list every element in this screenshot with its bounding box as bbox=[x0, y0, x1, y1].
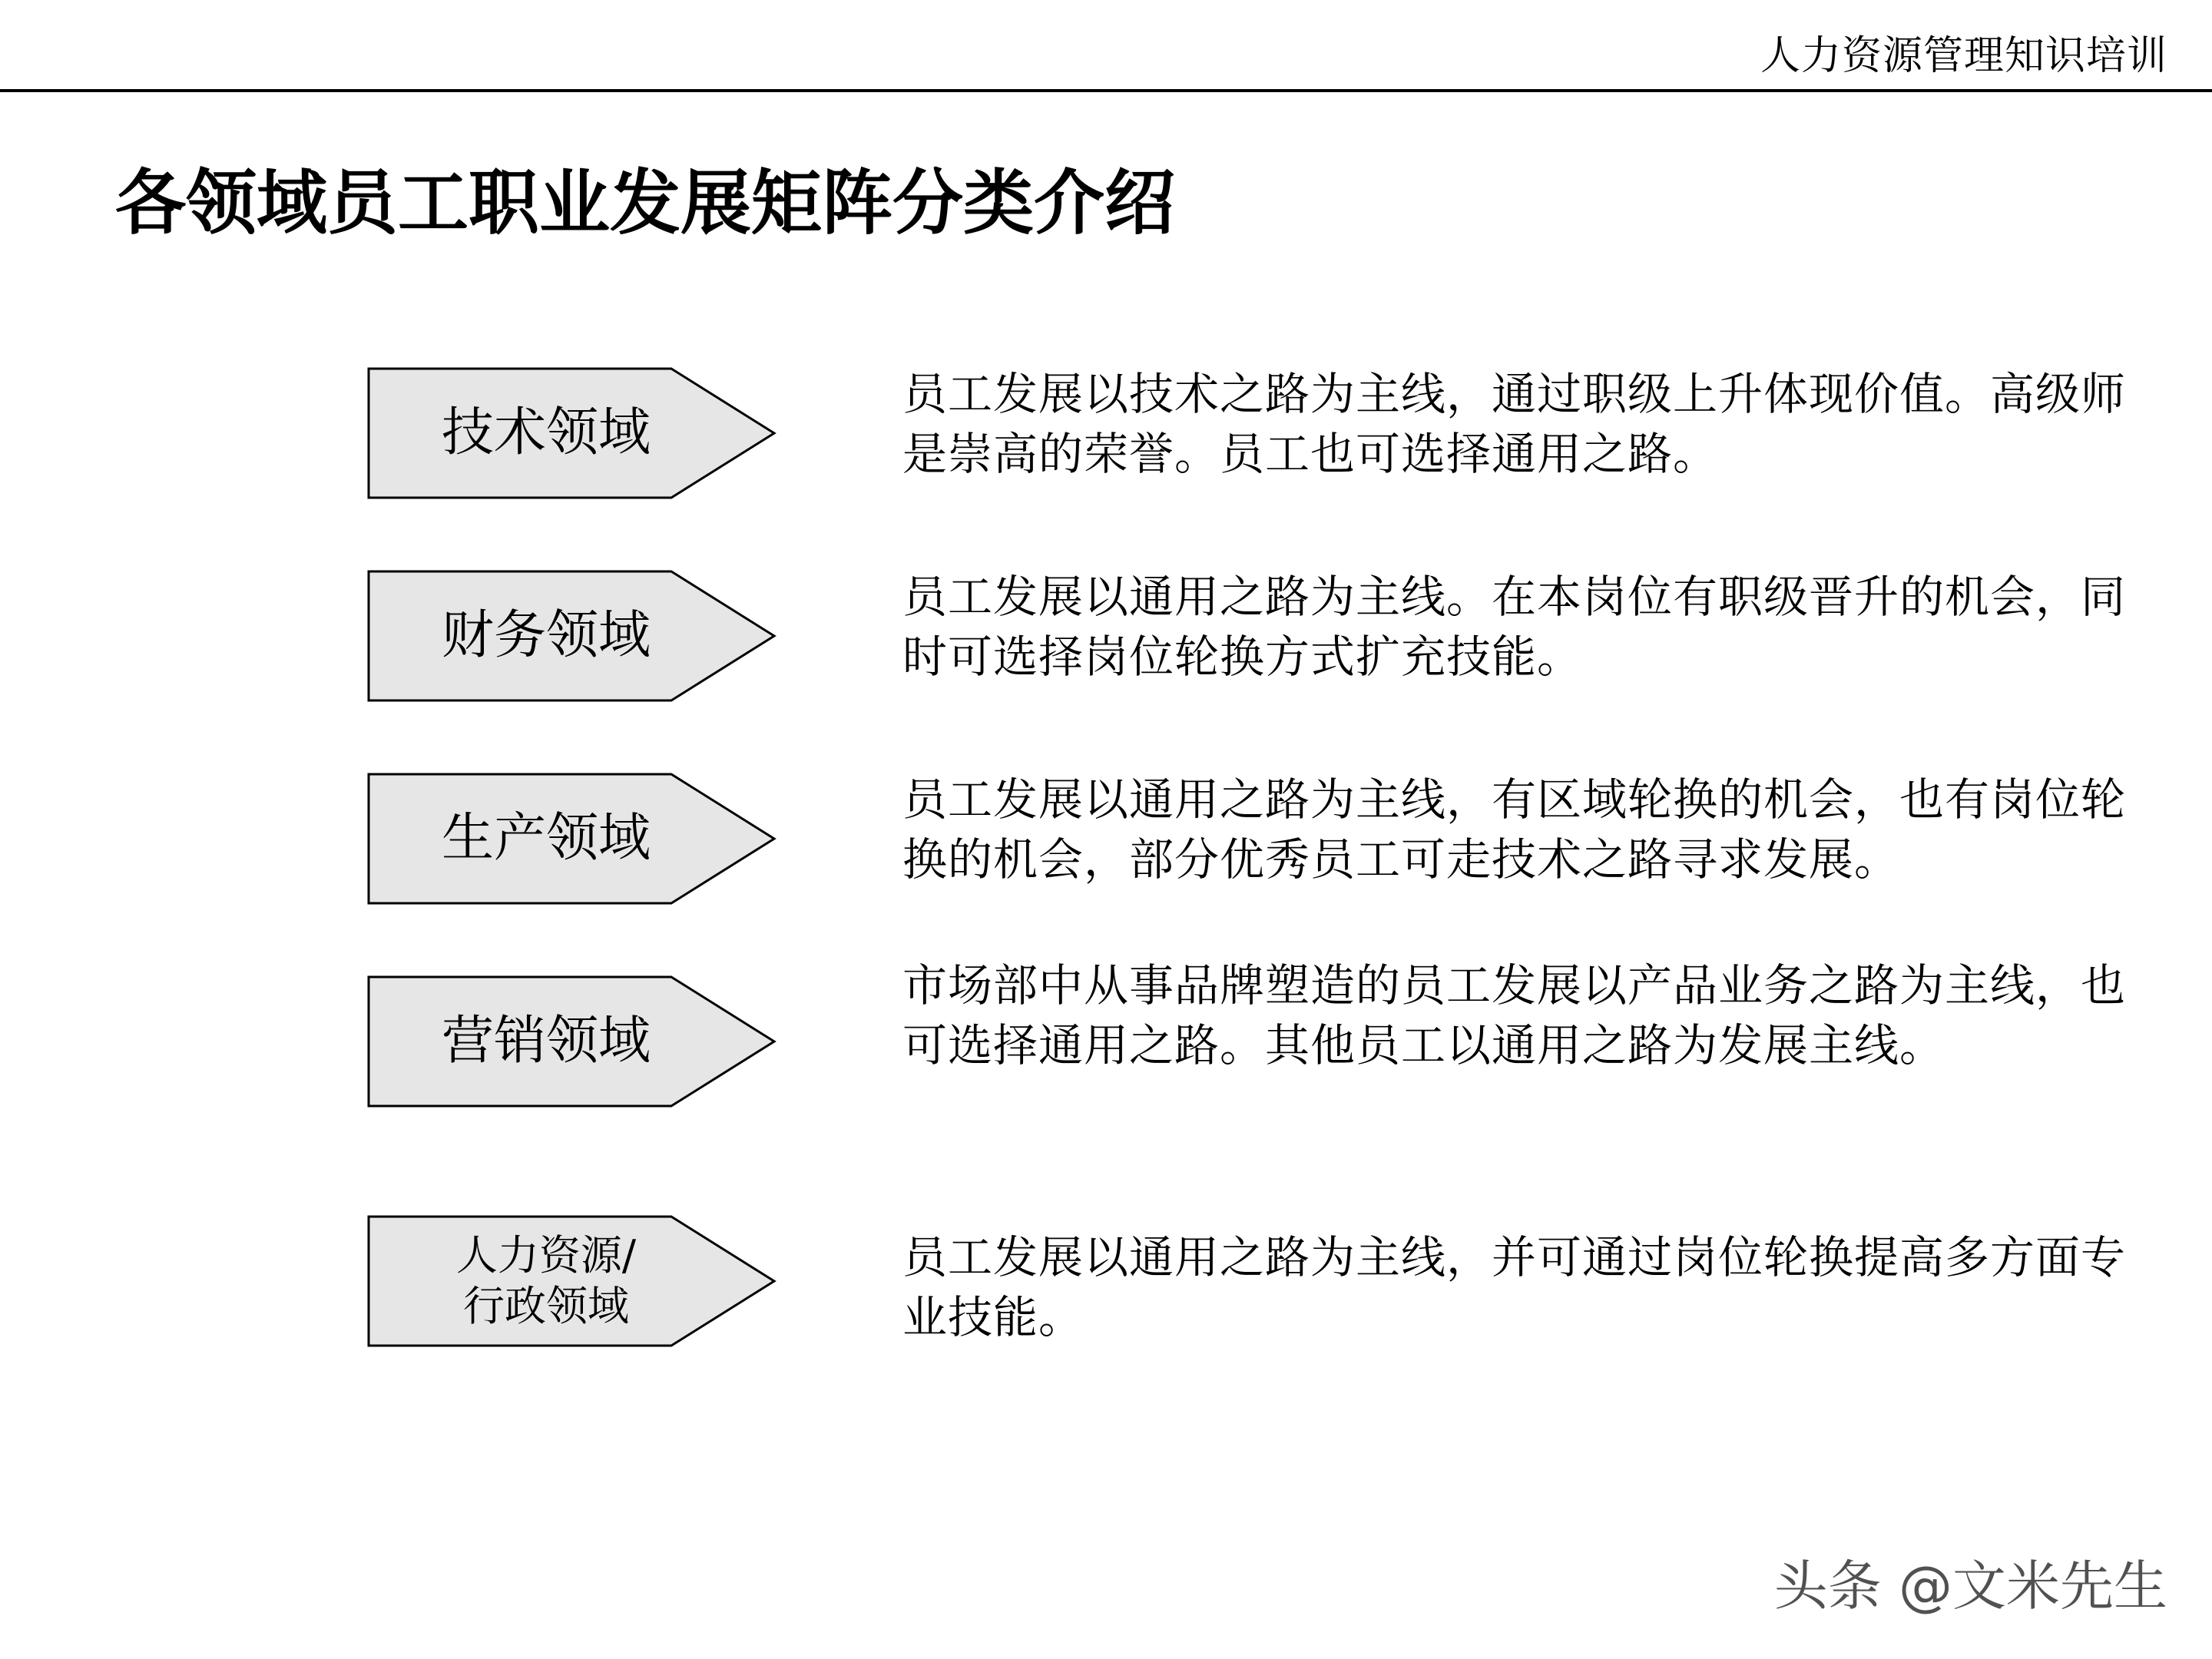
description-hr-admin: 员工发展以通用之路为主线，并可通过岗位轮换提高多方面专业技能。 bbox=[902, 1231, 2127, 1343]
description-marketing: 市场部中从事品牌塑造的员工发展以产品业务之路为主线，也可选择通用之路。其他员工以通用之路为发展主线。 bbox=[902, 959, 2127, 1071]
description-finance: 员工发展以通用之路为主线。在本岗位有职级晋升的机会，同时可选择岗位轮换方式扩充技能。 bbox=[902, 571, 2127, 683]
header-divider bbox=[0, 89, 2212, 92]
description-production: 员工发展以通用之路为主线，有区域轮换的机会，也有岗位轮换的机会，部分优秀员工可走技术之路寻求发展。 bbox=[902, 773, 2127, 886]
chevron-tech bbox=[367, 367, 777, 499]
chevron-label-finance: 财务领域 bbox=[441, 605, 651, 666]
header-label: 人力资源管理知识培训 bbox=[1760, 33, 2167, 79]
chevron-production bbox=[367, 773, 777, 905]
description-tech: 员工发展以技术之路为主线，通过职级上升体现价值。高级师是崇高的荣誉。员工也可选择通用之路。 bbox=[902, 368, 2127, 480]
chevron-label-hr-admin bbox=[367, 1215, 725, 1347]
chevron-label-hr-admin-line2: 行政领域 bbox=[462, 1282, 629, 1330]
chevron-label-tech: 技术领域 bbox=[441, 402, 651, 463]
chevron-finance bbox=[367, 570, 777, 702]
chevron-hr-admin bbox=[367, 1215, 777, 1347]
chevron-label-hr-admin-line1: 人力资源/ bbox=[455, 1231, 637, 1280]
page-title: 各领域员工职业发展矩阵分类介绍 bbox=[115, 162, 1176, 244]
watermark: 头条 @文米先生 bbox=[1773, 1555, 2167, 1618]
chevron-label-marketing: 营销领域 bbox=[441, 1011, 651, 1071]
chevron-marketing bbox=[367, 975, 777, 1108]
chevron-label-production: 生产领域 bbox=[441, 808, 651, 869]
